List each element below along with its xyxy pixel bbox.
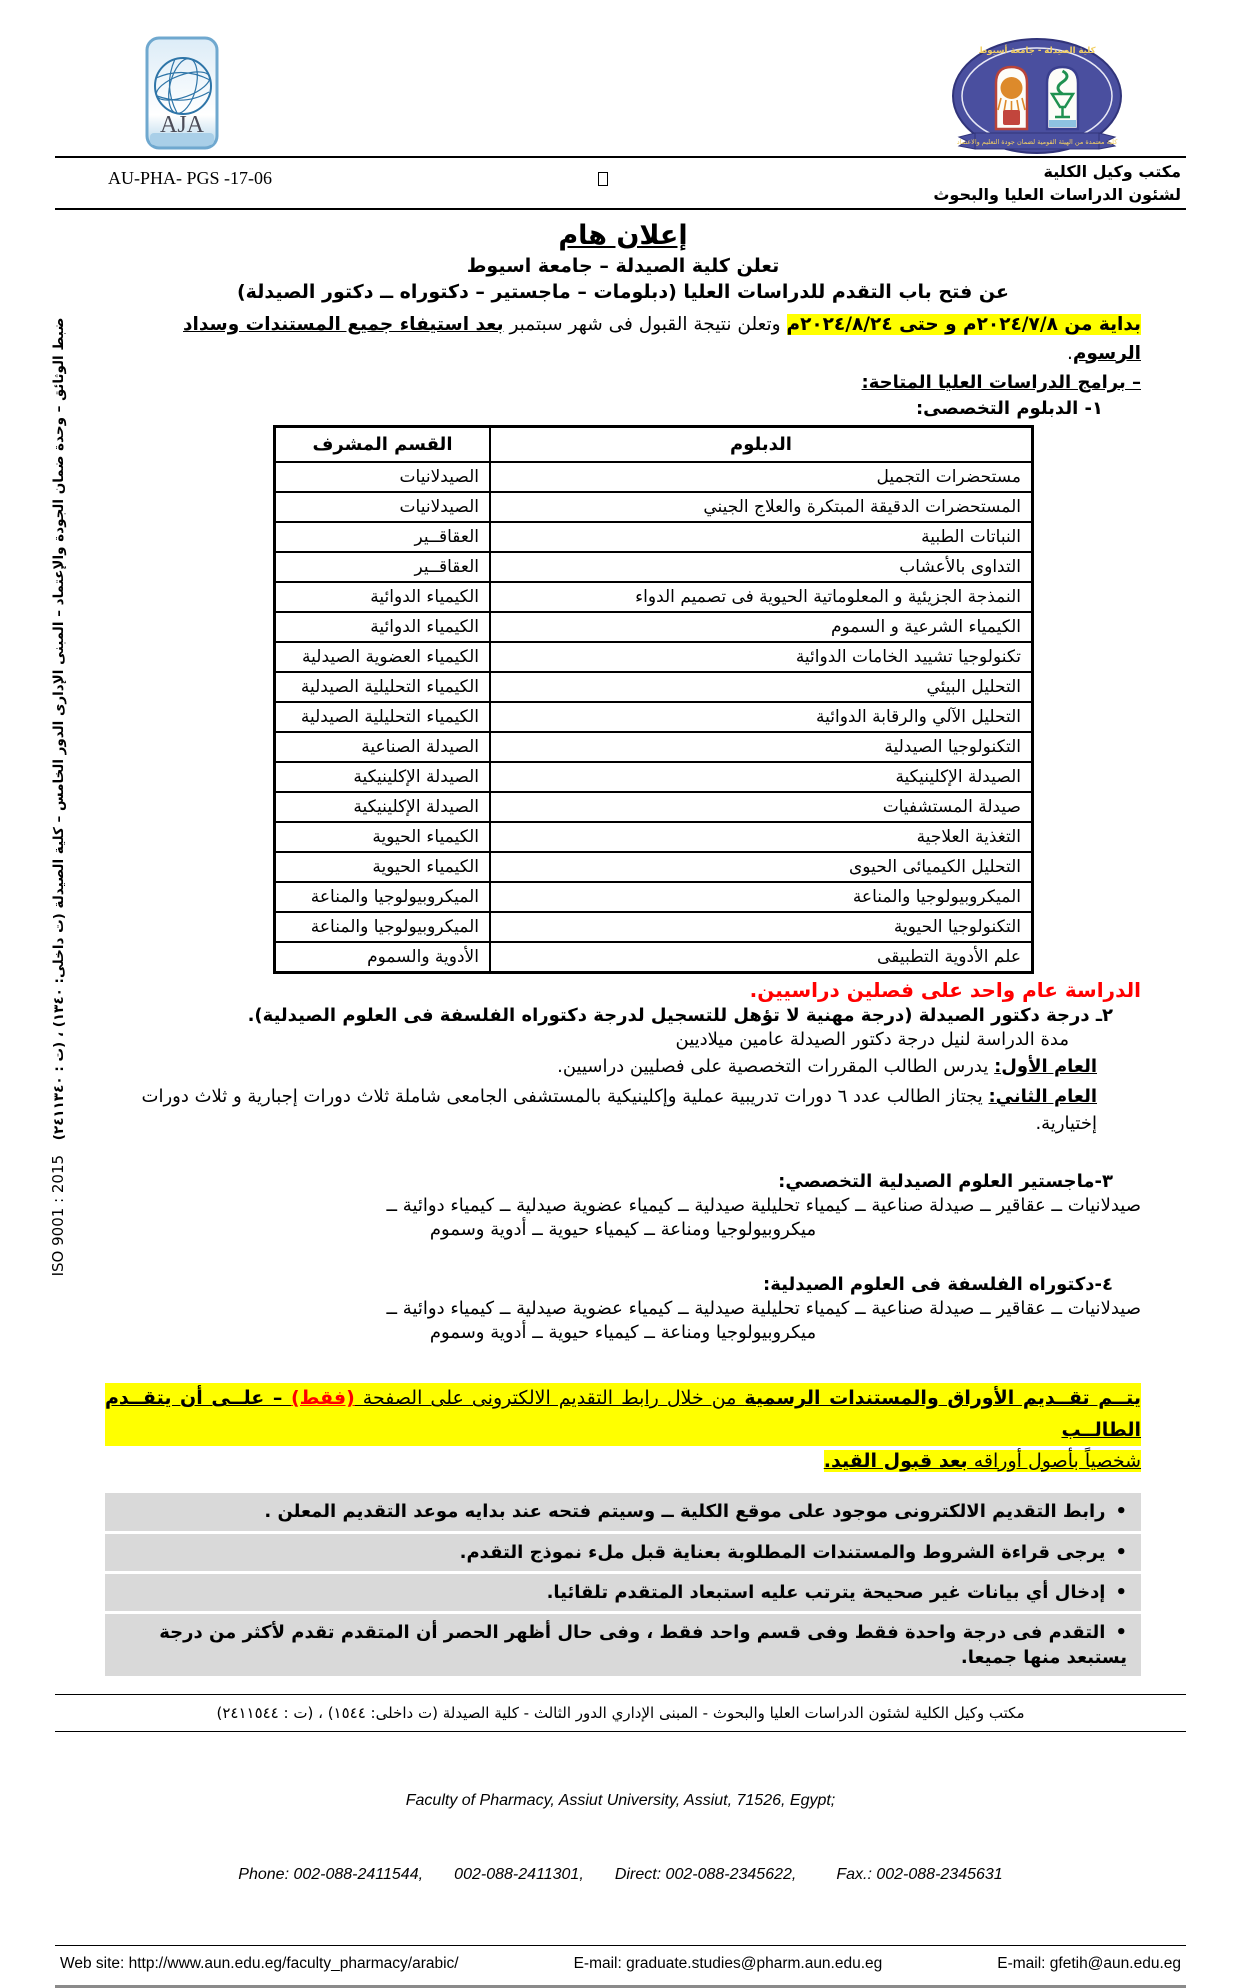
department-cell: الميكروبيولوجيا والمناعة xyxy=(275,882,490,912)
table-row xyxy=(275,762,1033,792)
aja-certification-logo-icon xyxy=(145,36,219,150)
diploma-cell: التكنولوجيا الصيدلية xyxy=(490,732,1033,762)
instruction-item xyxy=(105,1574,1141,1611)
section3-heading: ٣-ماجستير العلوم الصيدلية التخصصي: xyxy=(778,1171,1113,1193)
table-row xyxy=(275,732,1033,762)
department-cell: الكيمياء الحيوية xyxy=(275,822,490,852)
table-row xyxy=(275,462,1033,492)
notice-only-word: (فقط) xyxy=(290,1387,355,1410)
section2-year1-line xyxy=(105,1053,1097,1080)
department-cell: الصيدلة الصناعية xyxy=(275,732,490,762)
section3-specialties-line1: صيدلانيات ــ عقاقير ــ صيدلة صناعية ــ كيمياء تحليلية صيدلية ــ كيمياء عضوية صيدلية ــ كيمياء دوائية ــ xyxy=(386,1195,1141,1217)
section3-specialties-line2: ميكروبيولوجيا ومناعة ــ كيمياء حيوية ــ أدوية وسموم xyxy=(429,1219,817,1241)
footer-email-secondary: E-mail: gfetih@aun.edu.eg xyxy=(997,1954,1181,1972)
diploma-cell: تكنولوجيا تشييد الخامات الدوائية xyxy=(490,642,1033,672)
office-title-block xyxy=(933,160,1181,206)
department-cell: العقاقــير xyxy=(275,552,490,582)
instruction-text: رابط التقديم الالكترونى موجود على موقع الكلية ــ وسيتم فتحه عند بدايه موعد التقديم المعلن . xyxy=(264,1501,1106,1523)
diploma-table xyxy=(273,425,1034,974)
footer-address-line: Faculty of Pharmacy, Assiut University, Assiut, 71526, Egypt; xyxy=(405,1791,836,1809)
table-row xyxy=(275,792,1033,822)
page-title: إعلان هام xyxy=(558,220,688,251)
diploma-cell: التحليل البيئي xyxy=(490,672,1033,702)
footer-phones-line: Phone: 002-088-2411544, 002-088-2411301, Direct: 002-088-2345622, Fax.: 002-088-2345631 xyxy=(238,1866,1003,1884)
office-title-line1: مكتب وكيل الكلية xyxy=(1043,162,1181,181)
table-row xyxy=(275,882,1033,912)
department-cell: الصيدلانيات xyxy=(275,462,490,492)
department-cell: العقاقــير xyxy=(275,522,490,552)
results-announcement-text: وتعلن نتيجة القبول فى شهر سبتمبر xyxy=(503,314,787,335)
sentence-period: . xyxy=(1066,342,1073,364)
table-row xyxy=(275,582,1033,612)
table-row xyxy=(275,852,1033,882)
submission-notice-line2 xyxy=(105,1446,1141,1477)
page-footer xyxy=(0,1694,1241,1987)
diploma-cell: علم الأدوية التطبيقى xyxy=(490,942,1033,973)
section4-heading: ٤-دكتوراه الفلسفة فى العلوم الصيدلية: xyxy=(763,1274,1113,1296)
department-cell: الميكروبيولوجيا والمناعة xyxy=(275,912,490,942)
submission-notice xyxy=(105,1383,1141,1477)
documents-requirement-text: بعد استيفاء جميع المستندات وسداد الرسوم xyxy=(183,314,1141,364)
year2-label: العام الثاني: xyxy=(988,1086,1097,1108)
department-cell: الصيدلة الإكلينيكية xyxy=(275,792,490,822)
footer-address-block xyxy=(0,1739,1241,1937)
placeholder-box-glyph xyxy=(598,172,608,186)
diploma-cell: الصيدلة الإكلينيكية xyxy=(490,762,1033,792)
document-code: AU-PHA- PGS -17-06 xyxy=(108,168,273,188)
table-row xyxy=(275,942,1033,973)
instruction-item xyxy=(105,1493,1141,1530)
aja-logo-text: AJA xyxy=(159,112,205,138)
office-title-line2: لشئون الدراسات العليا والبحوث xyxy=(933,185,1181,205)
diploma-cell: المستحضرات الدقيقة المبتكرة والعلاج الجيني xyxy=(490,492,1033,522)
footer-web-row xyxy=(0,1946,1241,1983)
table-row xyxy=(275,912,1033,942)
department-cell: الكيمياء الدوائية xyxy=(275,612,490,642)
diploma-cell: مستحضرات التجميل xyxy=(490,462,1033,492)
notice-part4: – علــى أن يتقــدم الطالــب xyxy=(105,1387,1141,1441)
instruction-item xyxy=(105,1534,1141,1571)
table-row xyxy=(275,492,1033,522)
programs-heading: – برامج الدراسات العليا المتاحة: xyxy=(861,372,1141,394)
table-header-row xyxy=(275,427,1033,463)
bullet-icon: • xyxy=(1115,1621,1127,1643)
diploma-cell: التحليل الآلي والرقابة الدوائية xyxy=(490,702,1033,732)
application-period-line xyxy=(105,311,1141,368)
department-cell: الكيمياء التحليلية الصيدلية xyxy=(275,672,490,702)
department-cell: الكيمياء العضوية الصيدلية xyxy=(275,642,490,672)
department-cell: الصيدلة الإكلينيكية xyxy=(275,762,490,792)
document-control-sidebar-note xyxy=(49,292,67,1302)
section4-specialties-line2: ميكروبيولوجيا ومناعة ــ كيمياء حيوية ــ أدوية وسموم xyxy=(429,1322,817,1344)
notice-part1: يتــم تقــديم الأوراق والمستندات الرسمية xyxy=(744,1387,1141,1410)
announcement-body xyxy=(0,210,1241,1676)
application-period-highlight: بداية من ٢٠٢٤/٧/٨م و حتى ٢٠٢٤/٨/٢٤م xyxy=(786,314,1141,335)
study-duration-note: الدراسة عام واحد على فصلين دراسيين. xyxy=(749,978,1141,1003)
university-faculty-logo-icon xyxy=(951,36,1123,166)
footer-website: Web site: http://www.aun.edu.eg/faculty_pharmacy/arabic/ xyxy=(60,1954,459,1972)
table-row xyxy=(275,552,1033,582)
footer-email-graduate-studies: E-mail: graduate.studies@pharm.aun.edu.eg xyxy=(573,1954,883,1972)
header-logos-row xyxy=(0,0,1241,156)
section2-year2-line xyxy=(105,1083,1097,1137)
diploma-cell: النباتات الطبية xyxy=(490,522,1033,552)
diploma-cell: التحليل الكيميائى الحيوى xyxy=(490,852,1033,882)
department-cell: الأدوية والسموم xyxy=(275,942,490,973)
table-row xyxy=(275,612,1033,642)
subtitle-faculty: تعلن كلية الصيدلة – جامعة اسيوط xyxy=(466,255,780,277)
diploma-cell: صيدلة المستشفيات xyxy=(490,792,1033,822)
bullet-icon: • xyxy=(1115,1581,1127,1603)
footer-divider-1 xyxy=(55,1694,1186,1695)
instructions-box xyxy=(105,1493,1141,1676)
footer-divider-2 xyxy=(55,1731,1186,1732)
department-column-header: القسم المشرف xyxy=(275,427,490,463)
table-row xyxy=(275,672,1033,702)
bullet-icon: • xyxy=(1115,1541,1127,1563)
notice-part2: من خلال رابط التقديم الالكترونى على الصفحة xyxy=(354,1387,745,1410)
sidebar-note-arabic: ضبط الوثائق – وحدة ضمان الجودة والإعتماد – المبنى الإدارى الدور الخامس – كلية الصيدلة (ت داخلى: ١٣٤٠) ، (ت : ٢٤١١٣٤٠) xyxy=(51,317,67,1141)
table-row xyxy=(275,522,1033,552)
diploma-column-header: الدبلوم xyxy=(490,427,1033,463)
sidebar-iso-certification: ISO 9001 : 2015 xyxy=(49,1154,67,1277)
table-row xyxy=(275,642,1033,672)
department-cell: الصيدلانيات xyxy=(275,492,490,522)
diploma-cell: التداوى بالأعشاب xyxy=(490,552,1033,582)
section1-heading: ١- الدبلوم التخصصى: xyxy=(915,398,1103,420)
table-row xyxy=(275,822,1033,852)
table-row xyxy=(275,702,1033,732)
university-logo-top-text: كلية الصيدلة - جامعة أسيوط xyxy=(978,46,1096,56)
year1-text: يدرس الطالب المقررات التخصصية على فصليين دراسيين. xyxy=(557,1056,995,1078)
section2-heading: ٢ـ درجة دكتور الصيدلة (درجة مهنية لا تؤهل للتسجيل لدرجة دكتوراه الفلسفة فى العلوم الصيدلية). xyxy=(247,1005,1113,1027)
diploma-cell: التكنولوجيا الحيوية xyxy=(490,912,1033,942)
instruction-text: التقدم فى درجة واحدة فقط وفى قسم واحد فقط ، وفى حال أظهر الحصر أن المتقدم تقدم لأكثر من درجة يستبعد منها جميعا. xyxy=(159,1621,1127,1669)
diploma-cell: الميكروبيولوجيا والمناعة xyxy=(490,882,1033,912)
header-code-row xyxy=(0,158,1241,208)
notice-line2-start: شخصياً بأصول أوراقه xyxy=(967,1450,1141,1473)
section4-specialties-line1: صيدلانيات ــ عقاقير ــ صيدلة صناعية ــ كيمياء تحليلية صيدلية ــ كيمياء عضوية صيدلية ــ كيمياء دوائية ــ xyxy=(386,1298,1141,1320)
diploma-cell: النمذجة الجزيئية و المعلوماتية الحيوية فى تصميم الدواء xyxy=(490,582,1033,612)
notice-line2-bold: بعد قبول القيد. xyxy=(823,1450,968,1473)
department-cell: الكيمياء الدوائية xyxy=(275,582,490,612)
footer-bottom-rule xyxy=(55,1985,1186,1988)
year2-text: يجتاز الطالب عدد ٦ دورات تدريبية عملية وإكلينيكية بالمستشفى الجامعى شاملة ثلاث دورات إجبارية و ثلاث دورات إختيارية. xyxy=(141,1086,1097,1135)
instruction-text: يرجى قراءة الشروط والمستندات المطلوبة بعناية قبل ملء نموذج التقدم. xyxy=(459,1541,1106,1563)
instruction-item xyxy=(105,1614,1141,1676)
diploma-cell: التغذية العلاجية xyxy=(490,822,1033,852)
bullet-icon: • xyxy=(1115,1501,1127,1523)
university-logo-ribbon-text: كلية معتمدة من الهيئة القومية لضمان جودة التعليم والاعتماد xyxy=(956,138,1118,146)
submission-notice-line1 xyxy=(105,1383,1141,1446)
diploma-cell: الكيمياء الشرعية و السموم xyxy=(490,612,1033,642)
department-cell: الكيمياء التحليلية الصيدلية xyxy=(275,702,490,732)
department-cell: الكيمياء الحيوية xyxy=(275,852,490,882)
footer-arabic-office-line: مكتب وكيل الكلية لشئون الدراسات العليا والبحوث - المبنى الإداري الدور الثالث - كلية الصيدلة (ت داخلى: ١٥٤٤) ، (ت : ٢٤١١٥٤٤) xyxy=(216,1704,1025,1723)
instruction-text: إدخال أي بيانات غير صحيحة يترتب عليه استبعاد المتقدم تلقائيا. xyxy=(546,1581,1106,1603)
year1-label: العام الأول: xyxy=(994,1056,1097,1078)
section2-duration-line: مدة الدراسة لنيل درجة دكتور الصيدلة عامين ميلاديين xyxy=(675,1029,1069,1051)
subtitle-programs: عن فتح باب التقدم للدراسات العليا (دبلومات – ماجستير – دكتوراه ــ دكتور الصيدلة) xyxy=(237,281,1009,303)
